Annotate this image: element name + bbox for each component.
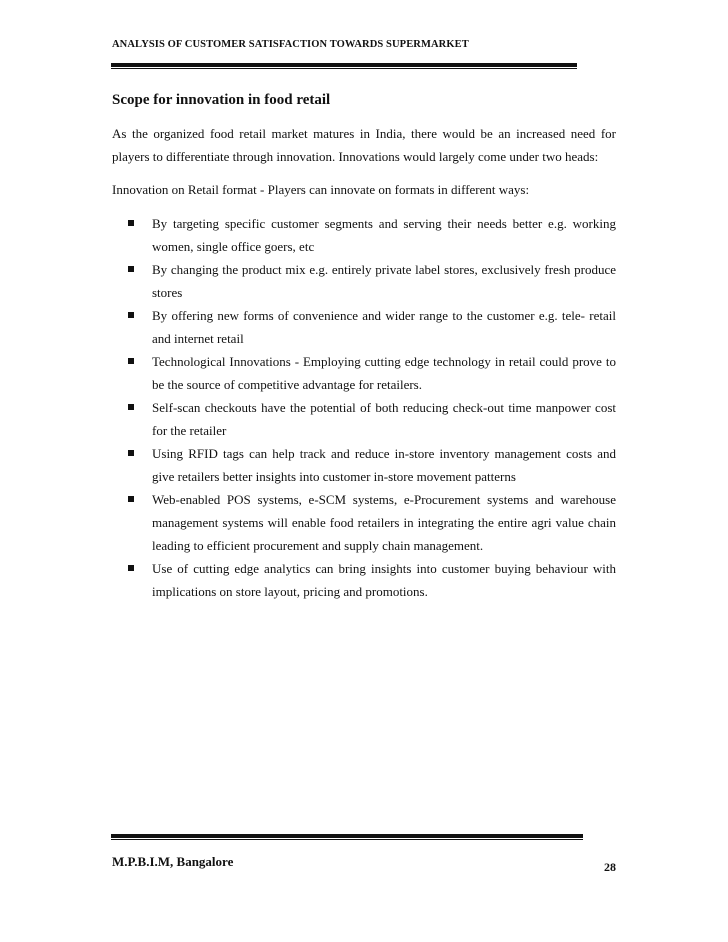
square-bullet-icon xyxy=(128,450,134,456)
list-item-text: Self-scan checkouts have the potential of both reducing check-out time manpower cost for the retailer xyxy=(152,400,616,438)
footer-rule-thin xyxy=(111,839,583,840)
innovation-bullet-list xyxy=(112,212,616,603)
list-item xyxy=(112,488,616,557)
list-item xyxy=(112,442,616,488)
header-rule-thin xyxy=(111,68,577,69)
page-content xyxy=(112,88,616,603)
intro-paragraph: As the organized food retail market matures in India, there would be an increased need for players to differentiate through innovation. Innovations would largely come under two heads: xyxy=(112,126,616,164)
list-item xyxy=(112,396,616,442)
list-item-text: Using RFID tags can help track and reduce in-store inventory management costs and give retailers better insights into customer in-store movement patterns xyxy=(152,446,616,484)
list-item-text: Use of cutting edge analytics can bring insights into customer buying behaviour with implications on store layout, pricing and promotions. xyxy=(152,561,616,599)
square-bullet-icon xyxy=(128,312,134,318)
square-bullet-icon xyxy=(128,565,134,571)
list-item xyxy=(112,557,616,603)
footer-institution: M.P.B.I.M, Bangalore xyxy=(112,854,234,869)
square-bullet-icon xyxy=(128,266,134,272)
square-bullet-icon xyxy=(128,496,134,502)
square-bullet-icon xyxy=(128,358,134,364)
header-rule-thick xyxy=(111,63,577,67)
running-header: ANALYSIS OF CUSTOMER SATISFACTION TOWARDS SUPERMARKET xyxy=(112,39,469,50)
list-item-text: Technological Innovations - Employing cutting edge technology in retail could prove to be the source of competitive advantage for retailers. xyxy=(152,354,616,392)
square-bullet-icon xyxy=(128,220,134,226)
list-item xyxy=(112,304,616,350)
list-item-text: By offering new forms of convenience and wider range to the customer e.g. tele- retail and internet retail xyxy=(152,308,616,346)
retail-format-paragraph: Innovation on Retail format - Players can innovate on formats in different ways: xyxy=(112,182,530,197)
footer-rule-thick xyxy=(111,834,583,838)
square-bullet-icon xyxy=(128,404,134,410)
list-item xyxy=(112,212,616,258)
list-item-text: Web-enabled POS systems, e-SCM systems, e-Procurement systems and warehouse management systems will enable food retailers in integrating the entire agri value chain leading to efficient procurement and supply chain management. xyxy=(152,492,616,553)
list-item xyxy=(112,258,616,304)
section-title: Scope for innovation in food retail xyxy=(112,92,331,108)
list-item-text: By changing the product mix e.g. entirely private label stores, exclusively fresh produce stores xyxy=(152,262,616,300)
list-item-text: By targeting specific customer segments and serving their needs better e.g. working women, single office goers, etc xyxy=(152,216,616,254)
list-item xyxy=(112,350,616,396)
page-number: 28 xyxy=(604,860,616,874)
